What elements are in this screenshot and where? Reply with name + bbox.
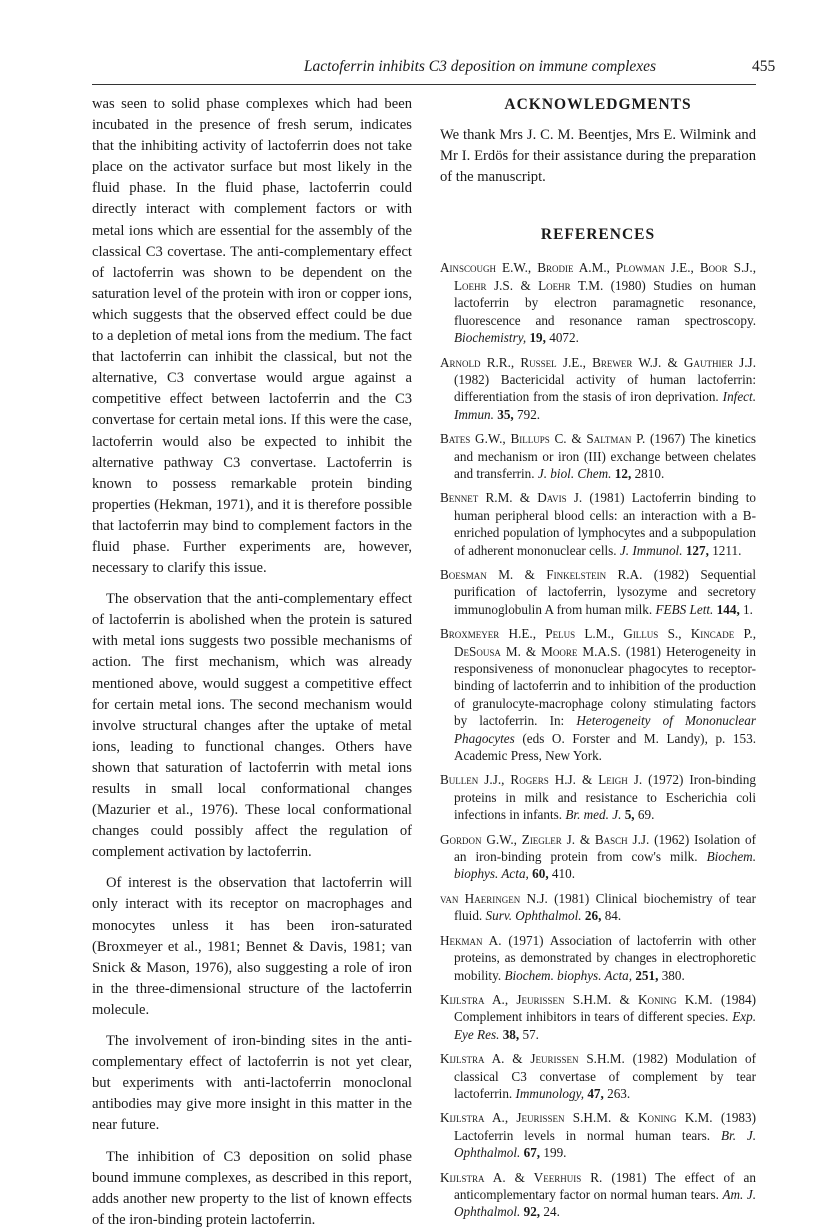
- reference-authors: Kijlstra A., Jeurissen S.H.M. & Koning K.M.: [440, 1110, 713, 1126]
- reference-authors: Broxmeyer H.E., Pelus L.M., Gillus S., Kincade P., DeSousa M. & Moore M.A.S.: [440, 626, 756, 659]
- reference-authors: Bullen J.J., Rogers H.J. & Leigh J.: [440, 772, 643, 788]
- reference-pages: 410.: [548, 866, 575, 882]
- reference-journal: Br. J. Ophthalmol.: [454, 1127, 757, 1161]
- reference-journal: Biochemistry,: [454, 330, 527, 346]
- reference-authors: Bennet R.M. & Davis J.: [440, 490, 583, 506]
- reference-text: (1980) Studies on human lactoferrin by electron paramagnetic resonance, fluorescence and resonance raman spectroscopy.: [454, 277, 756, 328]
- reference-journal: Biochem. biophys. Acta,: [504, 967, 633, 983]
- reference-journal: Heterogeneity of Mononuclear Phagocytes: [454, 713, 756, 746]
- reference-volume: 251,: [632, 967, 659, 983]
- reference-text: (1981) Clinical biochemistry of tear fluid.: [454, 890, 757, 924]
- reference-authors: Kijlstra A. & Veerhuis R.: [440, 1169, 603, 1185]
- reference-pages: 1.: [739, 601, 753, 617]
- reference-item: [440, 831, 756, 883]
- acknowledgments-text: We thank Mrs J. C. M. Beentjes, Mrs E. Wilmink and Mr I. Erdös for their assistance during the preparation of the manuscript.: [440, 127, 756, 186]
- reference-item: [440, 890, 756, 925]
- reference-item: [440, 430, 756, 482]
- body-paragraph: Of interest is the observation that lactoferrin will only interact with its receptor on macrophages and monocytes unless it has been iron-saturated (Broxmeyer et al., 1981; Bennet & Davis, 1981; van Snick & Mason, 1976), also suggesting a role of iron in the three-dimensional structure of the lactoferrin molecule.: [92, 875, 412, 1018]
- reference-item: [440, 771, 756, 823]
- reference-pages: 2810.: [631, 465, 665, 481]
- reference-item: [440, 1109, 756, 1161]
- body-paragraph: The involvement of iron-binding sites in the anti-complementary effect of lactoferrin is not yet clear, but experiments with anti-lactoferrin monoclonal antibodies may give more insight in this matter in the near future.: [92, 1033, 412, 1134]
- reference-pages: 1211.: [708, 542, 742, 558]
- reference-volume: 19,: [526, 330, 546, 346]
- header-rule: [92, 84, 756, 85]
- reference-item: [440, 991, 756, 1043]
- reference-item: [440, 489, 756, 559]
- reference-pages: 84.: [601, 908, 622, 924]
- reference-text: (1971) Association of lactoferrin with other proteins, as demonstrated by changes in electrophoretic mobility.: [454, 932, 756, 983]
- reference-authors: Ainscough E.W., Brodie A.M., Plowman J.E., Boor S.J., Loehr J.S. & Loehr T.M.: [440, 260, 756, 293]
- reference-text: (1982) Bactericidal activity of human lactoferrin: differentiation from the stasis of iron deprivation.: [454, 371, 756, 405]
- reference-authors: van Haeringen N.J.: [440, 890, 548, 906]
- right-column: [440, 94, 756, 1228]
- reference-volume: 67,: [520, 1145, 541, 1161]
- reference-journal: Infect. Immun.: [454, 389, 756, 422]
- reference-volume: 26,: [581, 908, 602, 924]
- reference-journal: Br. med. J.: [565, 807, 622, 823]
- reference-volume: 144,: [713, 601, 740, 617]
- reference-item: [440, 566, 756, 618]
- reference-text: (1984) Complement inhibitors in tears of different species.: [454, 991, 756, 1025]
- reference-journal: Exp. Eye Res.: [454, 1009, 756, 1042]
- reference-text: (1962) Isolation of an iron-binding protein from cow's milk.: [454, 831, 756, 865]
- page-number: 455: [752, 58, 776, 75]
- body-paragraph: The inhibition of C3 deposition on solid phase bound immune complexes, as described in this report, adds another new property to the list of known effects of the iron-binding protein lactoferrin.: [92, 1148, 412, 1228]
- reference-text: (1981) Lactoferrin binding to human peripheral blood cells: an interaction with a B-enriched population of lymphocytes and a subpopulation of adherent mononuclear cells.: [454, 490, 756, 558]
- reference-journal: FEBS Lett.: [655, 601, 714, 617]
- acknowledgments-heading: ACKNOWLEDGMENTS: [504, 96, 692, 113]
- reference-text: (1981) Heterogeneity in responsiveness of mononuclear phagocytes to receptor-binding of lactoferrin and to inhibition of the production of granulocyte-macrophage colony stimulating factors by lactoferrin. In:: [454, 643, 756, 729]
- reference-authors: Kijlstra A., Jeurissen S.H.M. & Koning K.M.: [440, 991, 713, 1007]
- reference-pages: 69.: [634, 807, 655, 823]
- reference-pages: 57.: [519, 1026, 539, 1042]
- reference-item: [440, 625, 756, 764]
- reference-journal: Am. J. Ophthalmol.: [454, 1186, 757, 1220]
- reference-text: (1967) The kinetics and mechanism or iron (III) exchange between chelates and transferrin.: [454, 431, 756, 481]
- reference-authors: Boesman M. & Finkelstein R.A.: [440, 566, 643, 582]
- reference-volume: 35,: [493, 406, 514, 422]
- reference-journal: Biochem. biophys. Acta,: [454, 849, 756, 882]
- reference-text: (1982) Sequential purification of lactoferrin, lysozyme and secretory immunoglobulin A from human milk.: [454, 566, 756, 617]
- reference-item: [440, 354, 756, 424]
- reference-pages: 199.: [540, 1145, 567, 1161]
- reference-journal: Surv. Ophthalmol.: [485, 908, 582, 924]
- reference-text: (1982) Modulation of classical C3 convertase of complement by tear lactoferrin.: [454, 1051, 756, 1101]
- reference-volume: 127,: [682, 542, 709, 558]
- body-paragraph: The observation that the anti-complementary effect of lactoferrin is abolished when the protein is satured with metal ions suggests two possible mechanisms of action. The first mechanism, which was already mentioned above, would suggest a competitive effect for certain metal ions. The second mechanism would involve structural changes after the uptake of metal ions, leading to functional changes. Others have shown that saturation of lactoferrin with metal ions results in small local conformational changes (Mazurier et al., 1976). These local conformational changes could possibly affect the regulation of complement activation by lactoferrin.: [92, 591, 412, 861]
- reference-volume: 38,: [499, 1026, 520, 1042]
- reference-authors: Kijlstra A. & Jeurissen S.H.M.: [440, 1051, 625, 1067]
- reference-journal: J. biol. Chem.: [537, 465, 612, 481]
- reference-pages: 263.: [603, 1085, 631, 1101]
- reference-pages: 24.: [540, 1204, 560, 1220]
- reference-volume: 60,: [528, 866, 549, 882]
- reference-item: [440, 1169, 756, 1221]
- references-heading: REFERENCES: [540, 226, 656, 244]
- reference-authors: Bates G.W., Billups C. & Saltman P.: [440, 431, 646, 447]
- reference-journal: Immunology,: [515, 1085, 585, 1101]
- left-column: [92, 94, 412, 1231]
- reference-text: (1981) The effect of an anticomplementary factor on normal human tears.: [454, 1169, 756, 1202]
- reference-pages: 792.: [513, 406, 541, 422]
- reference-volume: 12,: [611, 465, 632, 481]
- reference-item: [440, 932, 756, 984]
- reference-pages: (eds O. Forster and M. Landy), p. 153. Academic Press, New York.: [454, 730, 756, 764]
- body-paragraph: was seen to solid phase complexes which had been incubated in the presence of fresh serum, indicates that the inhibiting activity of lactoferrin does not take place on the activator surface but most likely in the fluid phase. In the fluid phase, lactoferrin could directly interact with complement factors or with metal ions which are essential for the assembly of the classical C3 covertase. The anti-complementary effect of lactoferrin was shown to be dependent on the saturation level of the protein with iron or copper ions, which suggests that the observed effect could be due to a depletion of metal ions from the medium. The fact that lactoferrin can inhibit the classical, but not the alternative, C3 convertase would argue against a competitive effect between lactoferrin and the C3 convertase for certain metal ions. If this were the case, lactoferrin would also be expected to inhibit the alternative pathway C3 convertase. Lactoferrin is known to possess remarkable protein binding properties (Hekman, 1971), and it is therefore possible that lactoferrin may bind to complement factors in the fluid phase. Further experiments are, however, necessary to clarify this issue.: [92, 96, 412, 577]
- reference-text: (1972) Iron-binding proteins in milk and resistance to Escherichia coli infections in infants.: [454, 772, 756, 823]
- reference-volume: 5,: [621, 807, 635, 823]
- reference-authors: Hekman A.: [440, 932, 502, 948]
- reference-authors: Gordon G.W., Ziegler J. & Basch J.J.: [440, 831, 650, 847]
- reference-pages: 380.: [658, 967, 685, 983]
- reference-pages: 4072.: [545, 330, 579, 346]
- reference-volume: 47,: [584, 1085, 604, 1101]
- reference-volume: 92,: [520, 1204, 541, 1220]
- reference-journal: J. Immunol.: [619, 542, 683, 558]
- reference-authors: Arnold R.R., Russel J.E., Brewer W.J. & Gauthier J.J.: [440, 354, 756, 370]
- running-title: Lactoferrin inhibits C3 deposition on immune complexes: [303, 58, 657, 75]
- reference-item: [440, 259, 756, 346]
- reference-text: (1983) Lactoferrin levels in normal human tears.: [454, 1110, 756, 1143]
- reference-list: [440, 259, 756, 1220]
- reference-item: [440, 1050, 756, 1102]
